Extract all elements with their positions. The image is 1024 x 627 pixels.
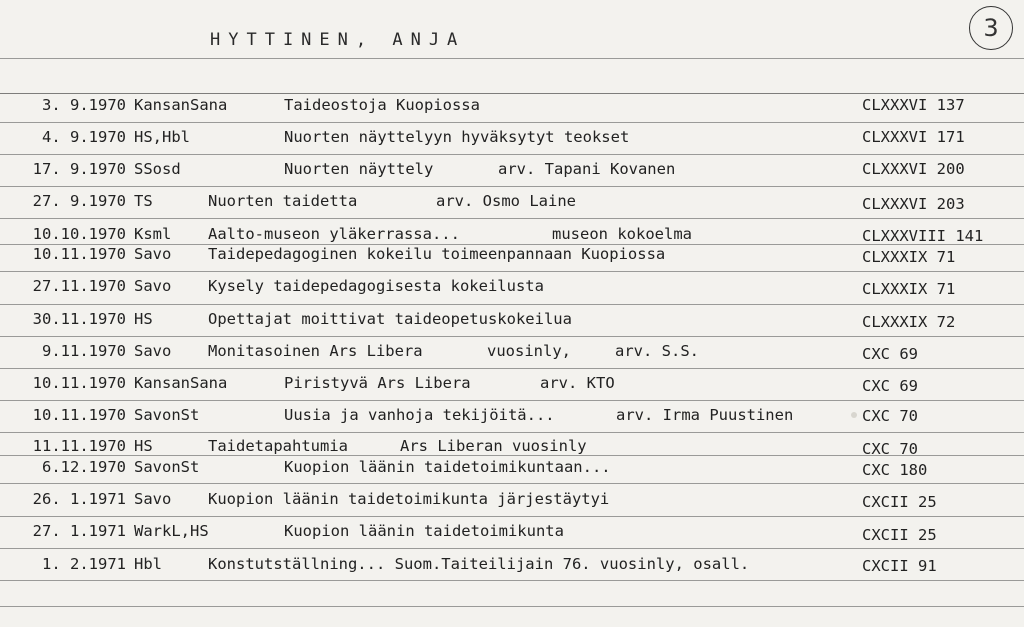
entry-title: Nuorten näyttely [284,160,434,178]
list-item [0,96,1024,116]
entry-title: Konstutställning... Suom.Taiteilijain 76. vuosinly, osall. [208,555,750,573]
entry-source: Hbl [134,555,162,573]
card-name-heading: HYTTINEN, ANJA [210,30,466,50]
entry-note: arv. KTO [540,374,615,392]
entry-reference: CXC 69 [862,345,918,363]
entry-date: 10.11.1970 [32,374,126,392]
entry-source: WarkL,HS [134,522,209,540]
entry-note: arv. Osmo Laine [436,192,576,210]
list-item [0,555,1024,575]
list-item [0,406,1024,426]
list-item [0,310,1024,330]
entry-date: 9.11.1970 [42,342,126,360]
rule-line [0,548,1024,549]
list-item [0,277,1024,297]
rule-line [0,186,1024,187]
rule-line [0,271,1024,272]
entry-note: museon kokoelma [552,225,692,243]
entry-reference: CLXXXVI 171 [862,128,965,146]
entry-date: 10.11.1970 [32,245,126,263]
list-item [0,522,1024,542]
entry-title: Taidetapahtumia [208,437,348,455]
entry-title: Aalto-museon yläkerrassa... [208,225,460,243]
entry-source: HS [134,310,153,328]
entry-reference: CLXXXIX 71 [862,280,956,298]
list-item [0,458,1024,478]
list-item [0,160,1024,180]
entry-title: Taideostoja Kuopiossa [284,96,480,114]
entry-title: Kuopion läänin taidetoimikunta järjestäytyi [208,490,610,508]
entry-title: Monitasoinen Ars Libera [208,342,423,360]
entry-title: Nuorten taidetta [208,192,358,210]
rule-line [0,218,1024,219]
entry-reference: CXC 69 [862,377,918,395]
entry-date: 30.11.1970 [32,310,126,328]
entry-reviewer: arv. S.S. [615,342,699,360]
entry-date: 11.11.1970 [32,437,126,455]
entry-title: Kuopion läänin taidetoimikunta [284,522,564,540]
entry-source: KansanSana [134,96,228,114]
rule-line [0,483,1024,484]
entry-source: KansanSana [134,374,228,392]
entry-date: 27. 9.1970 [32,192,126,210]
entry-reference: CXC 70 [862,407,918,425]
entry-date: 1. 2.1971 [42,555,126,573]
entry-reference: CLXXXVI 200 [862,160,965,178]
entry-title: Piristyvä Ars Libera [284,374,471,392]
list-item [0,225,1024,245]
page-number-circle: 3 [969,6,1013,50]
entry-reference: CXC 70 [862,440,918,458]
entry-source: Savo [134,490,172,508]
entry-date: 10.11.1970 [32,406,126,424]
entry-reference: CXCII 25 [862,526,937,544]
entry-source: SavonSt [134,458,200,476]
entry-note: arv. Irma Puustinen [616,406,794,424]
entry-source: SSosd [134,160,181,178]
entry-title: Kysely taidepedagogisesta kokeilusta [208,277,544,295]
rule-line [0,432,1024,433]
entry-source: Ksml [134,225,172,243]
rule-line [0,93,1024,94]
entry-date: 27.11.1970 [32,277,126,295]
list-item [0,490,1024,510]
list-item [0,192,1024,212]
entry-date: 27. 1.1971 [32,522,126,540]
rule-line [0,580,1024,581]
entry-source: TS [134,192,153,210]
entry-reference: CXCII 25 [862,493,937,511]
entry-note: vuosinly, [487,342,571,360]
rule-line [0,400,1024,401]
entry-reference: CLXXXIX 72 [862,313,956,331]
entry-date: 4. 9.1970 [42,128,126,146]
entry-title: Opettajat moittivat taideopetuskokeilua [208,310,572,328]
entry-source: Savo [134,277,172,295]
entry-title: Kuopion läänin taidetoimikuntaan... [284,458,611,476]
entry-date: 6.12.1970 [42,458,126,476]
rule-line [0,516,1024,517]
entry-source: SavonSt [134,406,200,424]
entry-note: Ars Liberan vuosinly [400,437,587,455]
rule-line [0,154,1024,155]
entry-source: HS [134,437,153,455]
entry-reference: CLXXXVIII 141 [862,227,984,245]
entry-title: Taidepedagoginen kokeilu toimeenpannaan Kuopiossa [208,245,666,263]
entry-reference: CXCII 91 [862,557,937,575]
entry-date: 26. 1.1971 [32,490,126,508]
list-item [0,245,1024,265]
list-item [0,374,1024,394]
list-item [0,342,1024,362]
rule-line [0,336,1024,337]
entry-reference: CLXXXIX 71 [862,248,956,266]
rule-line [0,606,1024,607]
entry-title: Uusia ja vanhoja tekijöitä... [284,406,555,424]
entry-date: 10.10.1970 [32,225,126,243]
entry-date: 3. 9.1970 [42,96,126,114]
list-item [0,128,1024,148]
entry-source: Savo [134,342,172,360]
entry-reference: CLXXXVI 137 [862,96,965,114]
rule-line [0,58,1024,59]
list-item [0,437,1024,457]
rule-line [0,304,1024,305]
entry-source: Savo [134,245,172,263]
entry-source: HS,Hbl [134,128,190,146]
entry-reference: CLXXXVI 203 [862,195,965,213]
entry-note: arv. Tapani Kovanen [498,160,676,178]
entry-date: 17. 9.1970 [32,160,126,178]
entry-title: Nuorten näyttelyyn hyväksytyt teokset [284,128,630,146]
entry-reference: CXC 180 [862,461,928,479]
rule-line [0,122,1024,123]
rule-line [0,368,1024,369]
